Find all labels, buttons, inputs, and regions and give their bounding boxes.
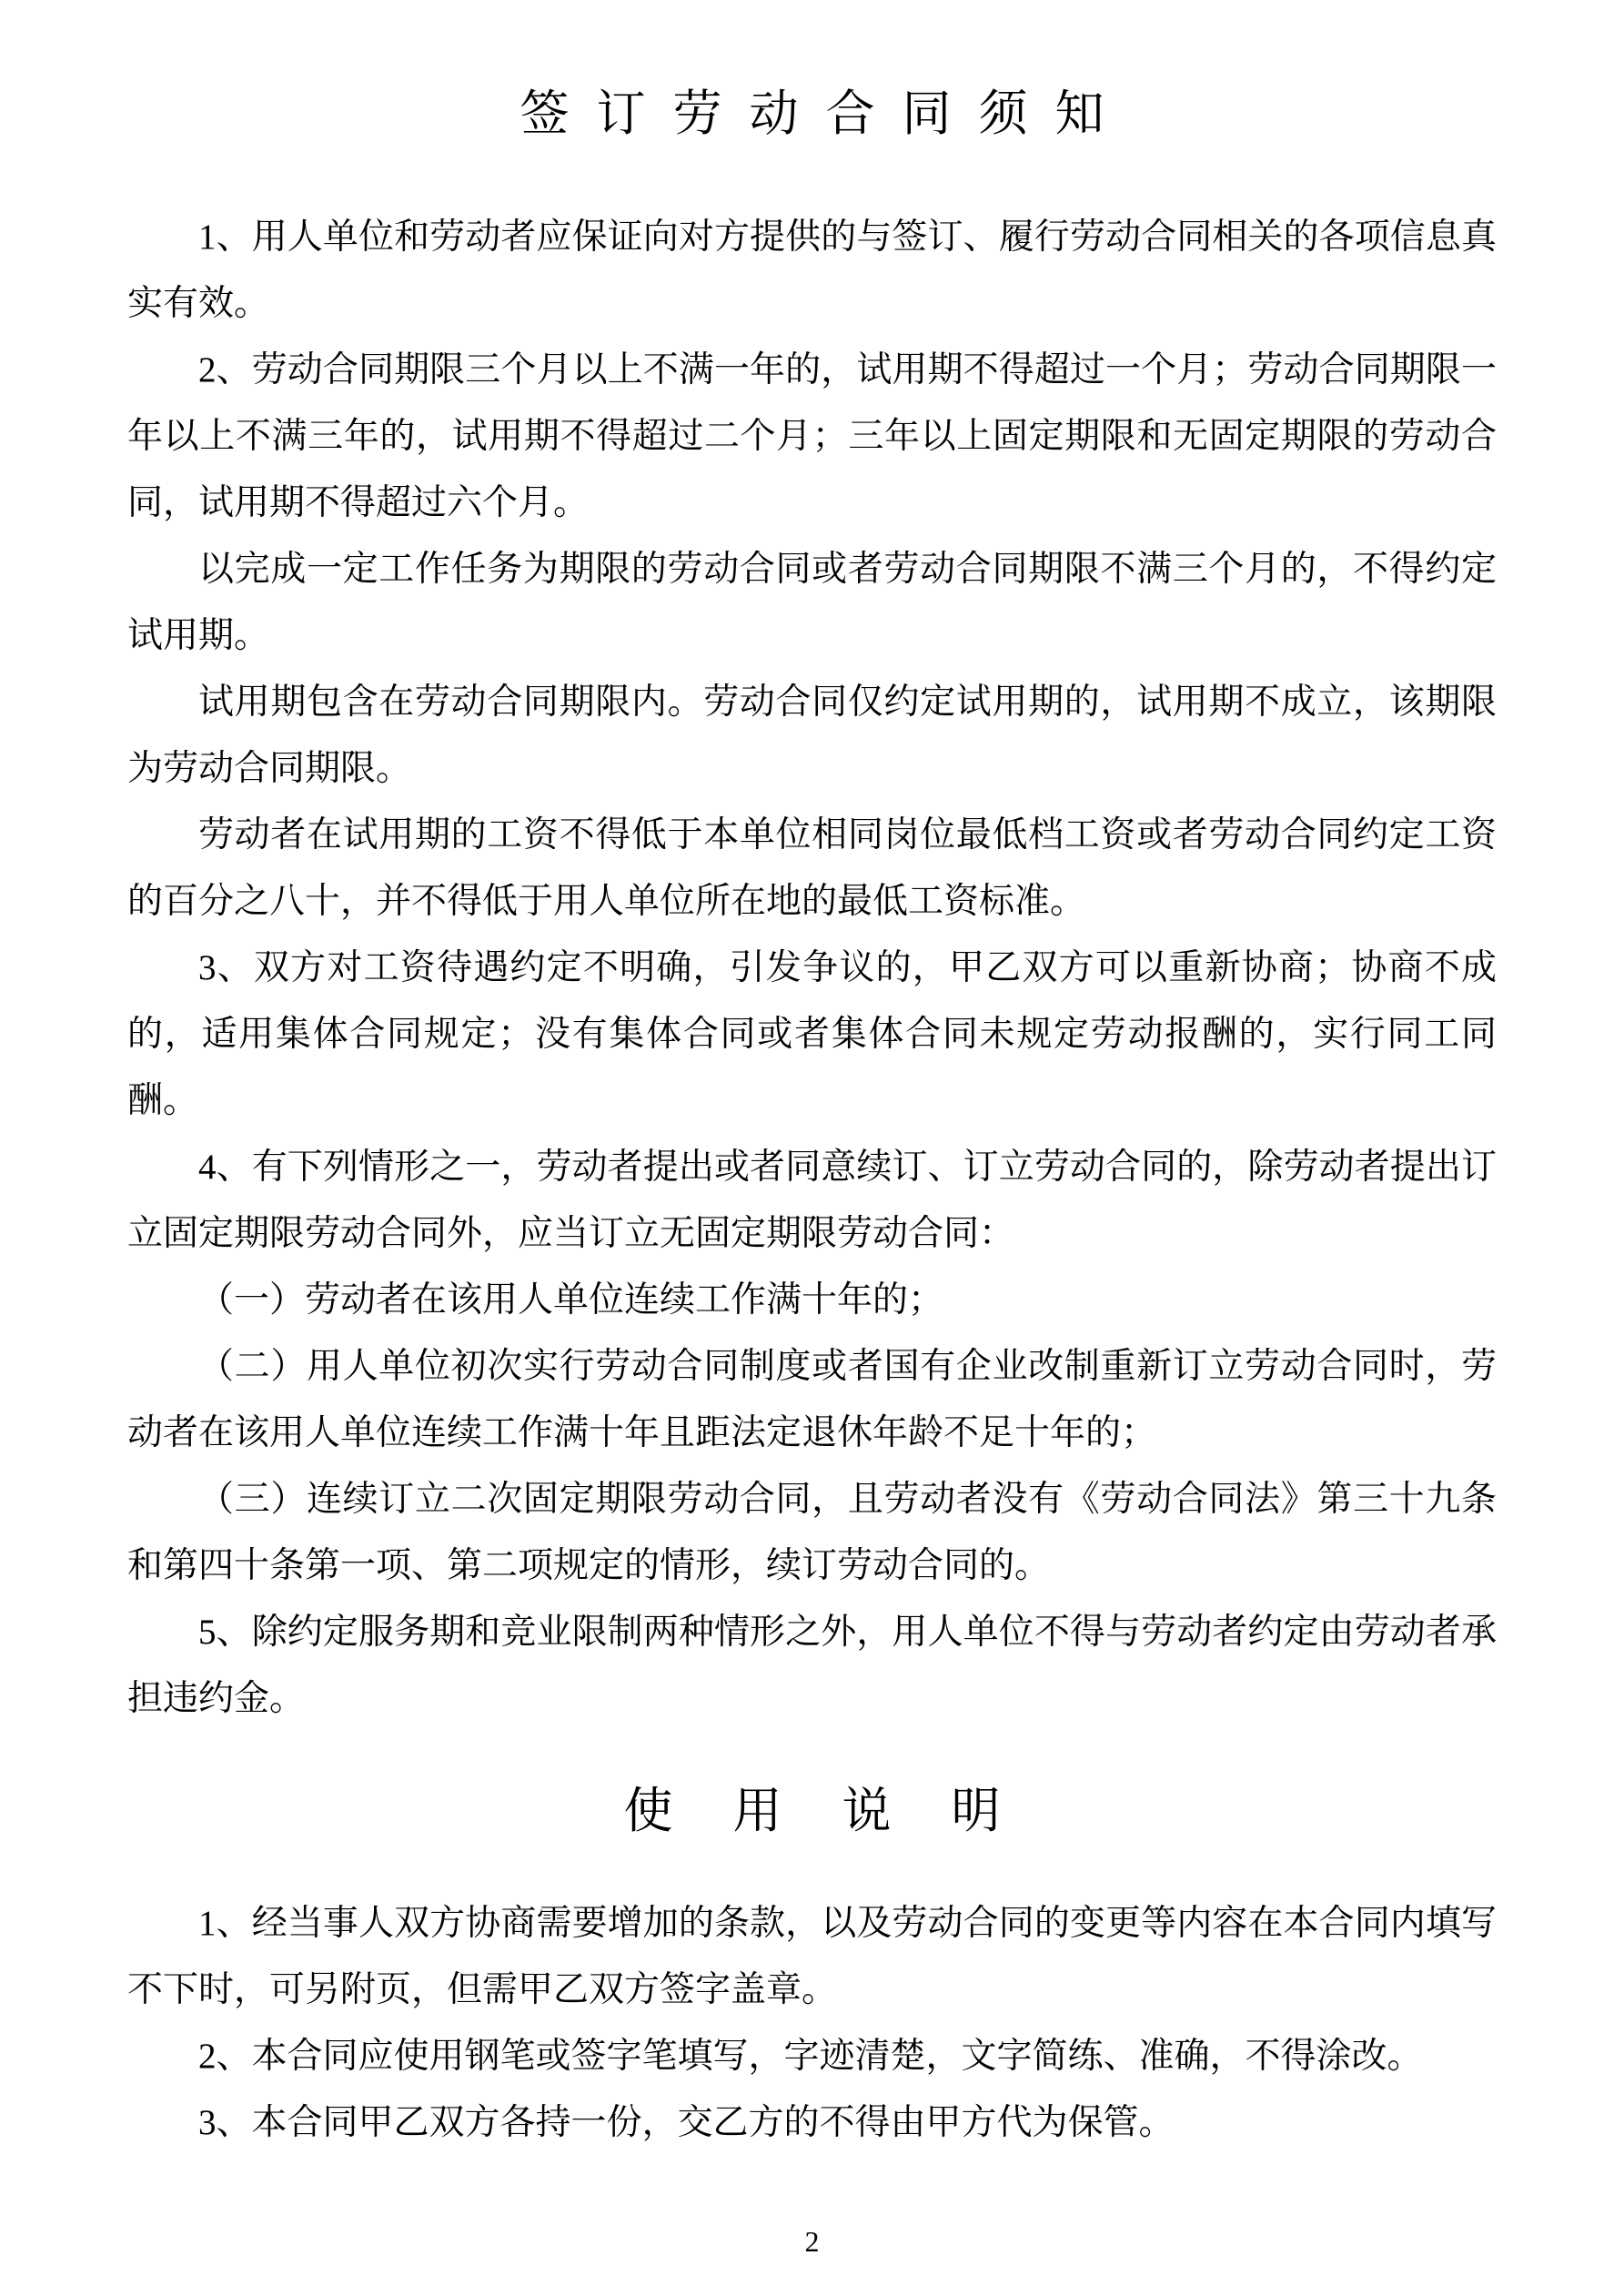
- instructions-section-title: 使用说明: [623, 1784, 1061, 1838]
- instructions-section-body: [127, 1890, 1497, 2156]
- notice-paragraph-5: 劳动者在试用期的工资不得低于本单位相同岗位最低档工资或者劳动合同约定工资的百分之八十，并不得低于用人单位所在地的最低工资标准。: [127, 815, 1497, 921]
- notice-paragraph-7: 4、有下列情形之一，劳动者提出或者同意续订、订立劳动合同的，除劳动者提出订立固定期限劳动合同外，应当订立无固定期限劳动合同：: [127, 1148, 1497, 1253]
- notice-paragraph-3: 以完成一定工作任务为期限的劳动合同或者劳动合同期限不满三个月的，不得约定试用期。: [127, 550, 1497, 655]
- notice-section-body: [127, 204, 1497, 1732]
- notice-paragraph-4: 试用期包含在劳动合同期限内。劳动合同仅约定试用期的，试用期不成立，该期限为劳动合同期限。: [127, 683, 1497, 788]
- instructions-paragraph-1: 1、经当事人双方协商需要增加的条款，以及劳动合同的变更等内容在本合同内填写不下时，可另附页，但需甲乙双方签字盖章。: [127, 1904, 1497, 2009]
- instructions-paragraph-2: 2、本合同应使用钢笔或签字笔填写，字迹清楚，文字简练、准确，不得涂改。: [198, 2037, 1423, 2076]
- notice-paragraph-2: 2、劳动合同期限三个月以上不满一年的，试用期不得超过一个月；劳动合同期限一年以上不满三年的，试用期不得超过二个月；三年以上固定期限和无固定期限的劳动合同，试用期不得超过六个月。: [127, 350, 1497, 522]
- notice-paragraph-11: 5、除约定服务期和竞业限制两种情形之外，用人单位不得与劳动者约定由劳动者承担违约金。: [127, 1613, 1497, 1718]
- notice-paragraph-10: （三）连续订立二次固定期限劳动合同，且劳动者没有《劳动合同法》第三十九条和第四十条第一项、第二项规定的情形，续订劳动合同的。: [127, 1480, 1497, 1585]
- notice-section-title: 签订劳动合同须知: [519, 86, 1132, 141]
- notice-paragraph-8: （一）劳动者在该用人单位连续工作满十年的；: [198, 1280, 944, 1320]
- page-number: 2: [804, 2225, 820, 2258]
- notice-paragraph-9: （二）用人单位初次实行劳动合同制度或者国有企业改制重新订立劳动合同时，劳动者在该用人单位连续工作满十年且距法定退休年龄不足十年的；: [127, 1347, 1497, 1452]
- instructions-paragraph-3: 3、本合同甲乙双方各持一份，交乙方的不得由甲方代为保管。: [198, 2103, 1175, 2142]
- notice-paragraph-1: 1、用人单位和劳动者应保证向对方提供的与签订、履行劳动合同相关的各项信息真实有效。: [127, 217, 1497, 323]
- notice-paragraph-6: 3、双方对工资待遇约定不明确，引发争议的，甲乙双方可以重新协商；协商不成的，适用集体合同规定；没有集体合同或者集体合同未规定劳动报酬的，实行同工同酬。: [127, 948, 1497, 1120]
